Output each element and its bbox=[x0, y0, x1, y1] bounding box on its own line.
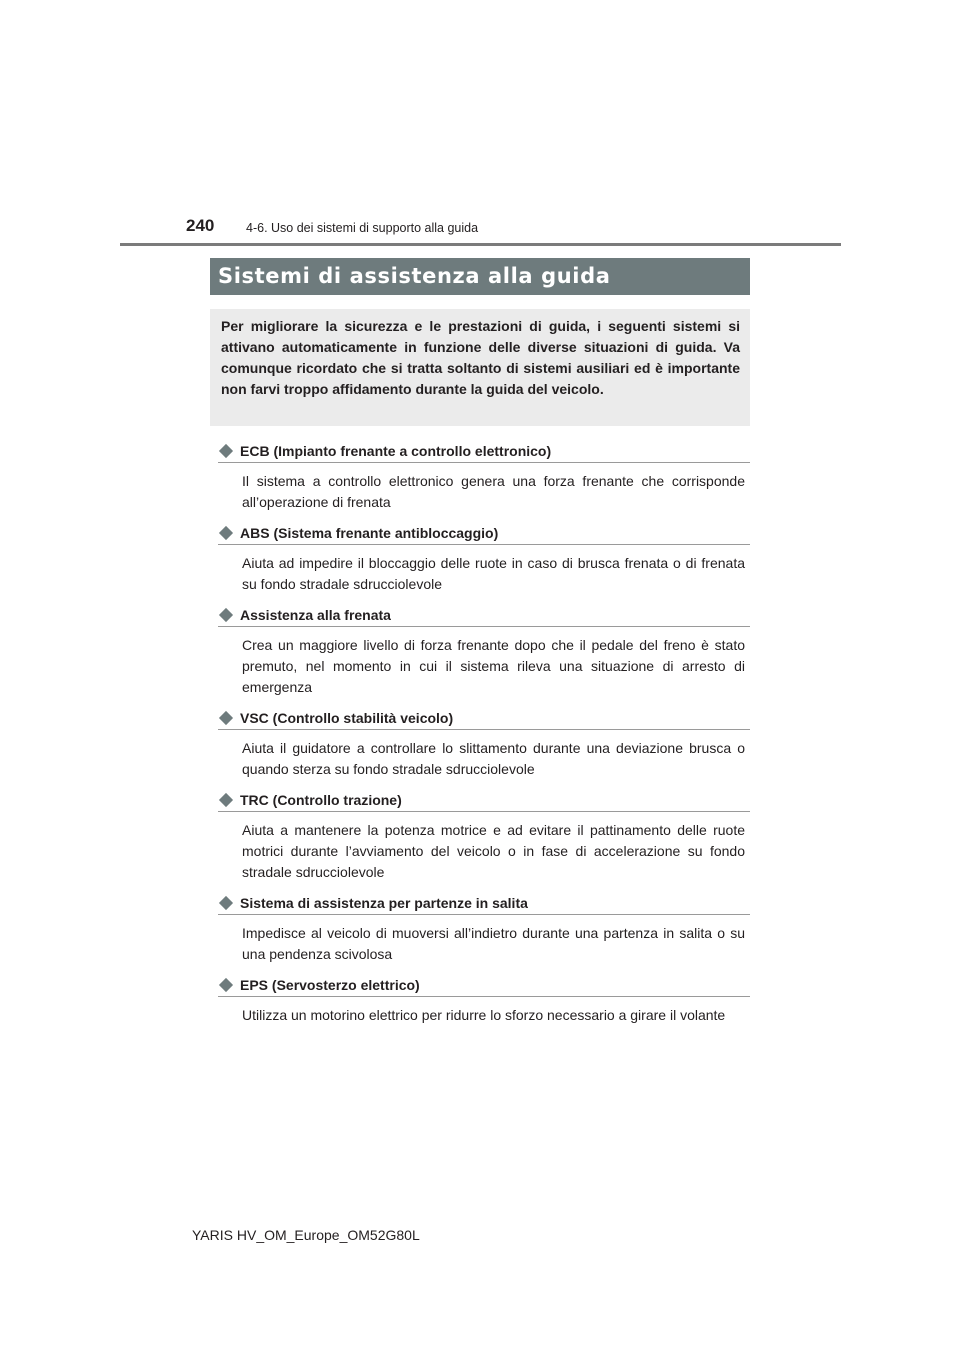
section-body: Aiuta il guidatore a controllare lo slittamento durante una deviazione brusca o quando sterza su fondo stradale sdrucciolevole bbox=[242, 740, 745, 777]
section-trc bbox=[218, 789, 750, 892]
diamond-bullet-icon bbox=[219, 896, 233, 910]
section-heading-text: Sistema di assistenza per partenze in salita bbox=[240, 895, 528, 911]
section-heading-text: Assistenza alla frenata bbox=[240, 607, 391, 623]
header-rule bbox=[120, 243, 841, 246]
section-heading bbox=[218, 440, 750, 463]
section-heading bbox=[218, 974, 750, 997]
section-body: Aiuta ad impedire il bloccaggio delle ruote in caso di brusca frenata o di frenata su fondo stradale sdrucciolevole bbox=[242, 555, 745, 592]
diamond-bullet-icon bbox=[219, 978, 233, 992]
section-heading bbox=[218, 522, 750, 545]
section-heading-text: TRC (Controllo trazione) bbox=[240, 792, 402, 808]
diamond-bullet-icon bbox=[219, 793, 233, 807]
section-heading bbox=[218, 707, 750, 730]
section-hill-start-assist bbox=[218, 892, 750, 974]
section-heading-text: EPS (Servosterzo elettrico) bbox=[240, 977, 420, 993]
page-title: Sistemi di assistenza alla guida bbox=[218, 264, 611, 288]
section-eps bbox=[218, 974, 750, 1056]
section-heading bbox=[218, 892, 750, 915]
intro-box: Per migliorare la sicurezza e le prestazioni di guida, i seguenti sistemi si attivano automaticamente in funzione delle diverse situazioni di guida. Va comunque ricordato che si tratta soltanto di sistemi ausiliari ed è importante non farvi troppo affidamento durante la guida del veicolo. bbox=[210, 309, 750, 426]
diamond-bullet-icon bbox=[219, 526, 233, 540]
section-path: 4-6. Uso dei sistemi di supporto alla guida bbox=[246, 221, 479, 235]
section-heading-text: ABS (Sistema frenante antibloccaggio) bbox=[240, 525, 499, 541]
section-abs bbox=[218, 522, 750, 604]
section-body: Utilizza un motorino elettrico per ridurre lo sforzo necessario a girare il volante bbox=[242, 1007, 726, 1023]
page-title-bar bbox=[210, 258, 750, 295]
section-heading-text: ECB (Impianto frenante a controllo elettronico) bbox=[240, 443, 552, 459]
section-body: Crea un maggiore livello di forza frenante dopo che il pedale del freno è stato premuto, nel momento in cui il sistema rileva una situazione di arresto di emergenza bbox=[242, 637, 745, 695]
section-heading bbox=[218, 789, 750, 812]
section-ecb bbox=[218, 440, 750, 522]
section-brake-assist bbox=[218, 604, 750, 707]
footer-document-code: YARIS HV_OM_Europe_OM52G80L bbox=[192, 1227, 420, 1243]
sections-list bbox=[218, 440, 750, 1056]
diamond-bullet-icon bbox=[219, 711, 233, 725]
diamond-bullet-icon bbox=[219, 608, 233, 622]
section-body: Impedisce al veicolo di muoversi all’indietro durante una partenza in salita o su una pendenza scivolosa bbox=[242, 925, 745, 962]
section-heading-text: VSC (Controllo stabilità veicolo) bbox=[240, 710, 454, 726]
diamond-bullet-icon bbox=[219, 444, 233, 458]
page-number: 240 bbox=[186, 216, 215, 235]
section-heading bbox=[218, 604, 750, 627]
section-body: Aiuta a mantenere la potenza motrice e ad evitare il pattinamento delle ruote motrici durante l’avviamento del veicolo o in fase di accelerazione su fondo stradale sdrucciolevole bbox=[242, 822, 745, 880]
section-body: Il sistema a controllo elettronico genera una forza frenante che corrisponde all’operazione di frenata bbox=[242, 473, 745, 510]
section-vsc bbox=[218, 707, 750, 789]
